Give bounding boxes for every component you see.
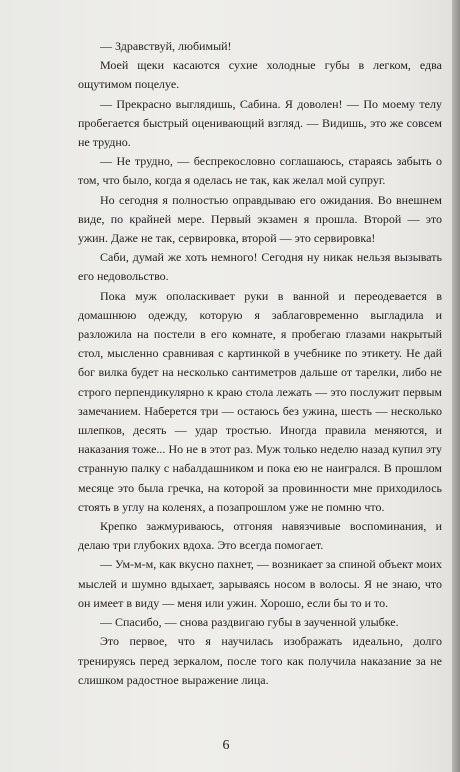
paragraph-7: Пока муж ополаскивает руки в ванной и переодевается в домашнюю одежду, которую я заблаговременно выгладила и разложила на постели в его комнате, я пробегаю глазами накрытый стол, мысленно сравнивая с картинкой в учебнике по этикету. Не дай бог вилка будет на несколько сантиметров дальше от тарелки, либо не строго перпендикулярно к краю стола лежать — это послужит первым замечанием. Наберется три — остаюсь без ужина, шесть — несколько шлепков, десять — удар тростью. Иногда правила меняются, и наказания тоже... Но не в этот раз. Муж только неделю назад купил эту странную палку с набалдашником и пока ею не наигрался. В прошлом месяце это была гречка, на которой за провинности мне приходилось стоять в углу на коленях, а позапрошлом уже не помню что. [78,288,442,514]
paragraph-1: — Здравствуй, любимый! [100,39,232,53]
paragraph-2: Моей щеки касаются сухие холодные губы в легком, едва ощутимом поцелуе. [78,58,442,92]
paragraph-5: Но сегодня я полностью оправдываю его ожидания. Во внешнем виде, по крайней мере. Первый экзамен я прошла. Второй — это ужин. Даже не так, сервировка, второй — это сервировка! [78,192,442,246]
paragraph-8: Крепко зажмуриваюсь, отгоняя навязчивые воспоминания, и делаю три глубоких вдоха. Это всегда помогает. [78,519,442,553]
page-number: 6 [222,738,230,753]
paragraph-11: Это первое, что я научилась изображать идеально, долго тренируясь перед зеркалом, после того как получила наказание за не слишком радостное выражение лица. [78,634,442,687]
paragraph-4: — Не трудно, — беспрекословно соглашаюсь, стараясь забыть о том, что было, когда я оделась не так, как желал мой супруг. [78,154,442,188]
page-edge [452,0,460,772]
body-text [78,37,442,690]
paragraph-10: — Спасибо, — снова раздвигаю губы в заученной улыбке. [100,615,399,630]
paragraph-3: — Прекрасно выглядишь, Сабина. Я доволен! — По моему телу пробегается быстрый оценивающий взгляд. — Видишь, это же совсем не трудно. [78,96,442,150]
paragraph-6: Саби, думай же хоть немного! Сегодня ну никак нельзя вызывать его недовольство. [78,250,442,284]
paragraph-9: — Ум-м-м, как вкусно пахнет, — возникает за спиной объект моих мыслей и шумно вдыхает, зарываясь носом в волосы. Я не знаю, что он имеет в виду — меня или ужин. Хорошо, если бы то и то. [78,557,442,610]
